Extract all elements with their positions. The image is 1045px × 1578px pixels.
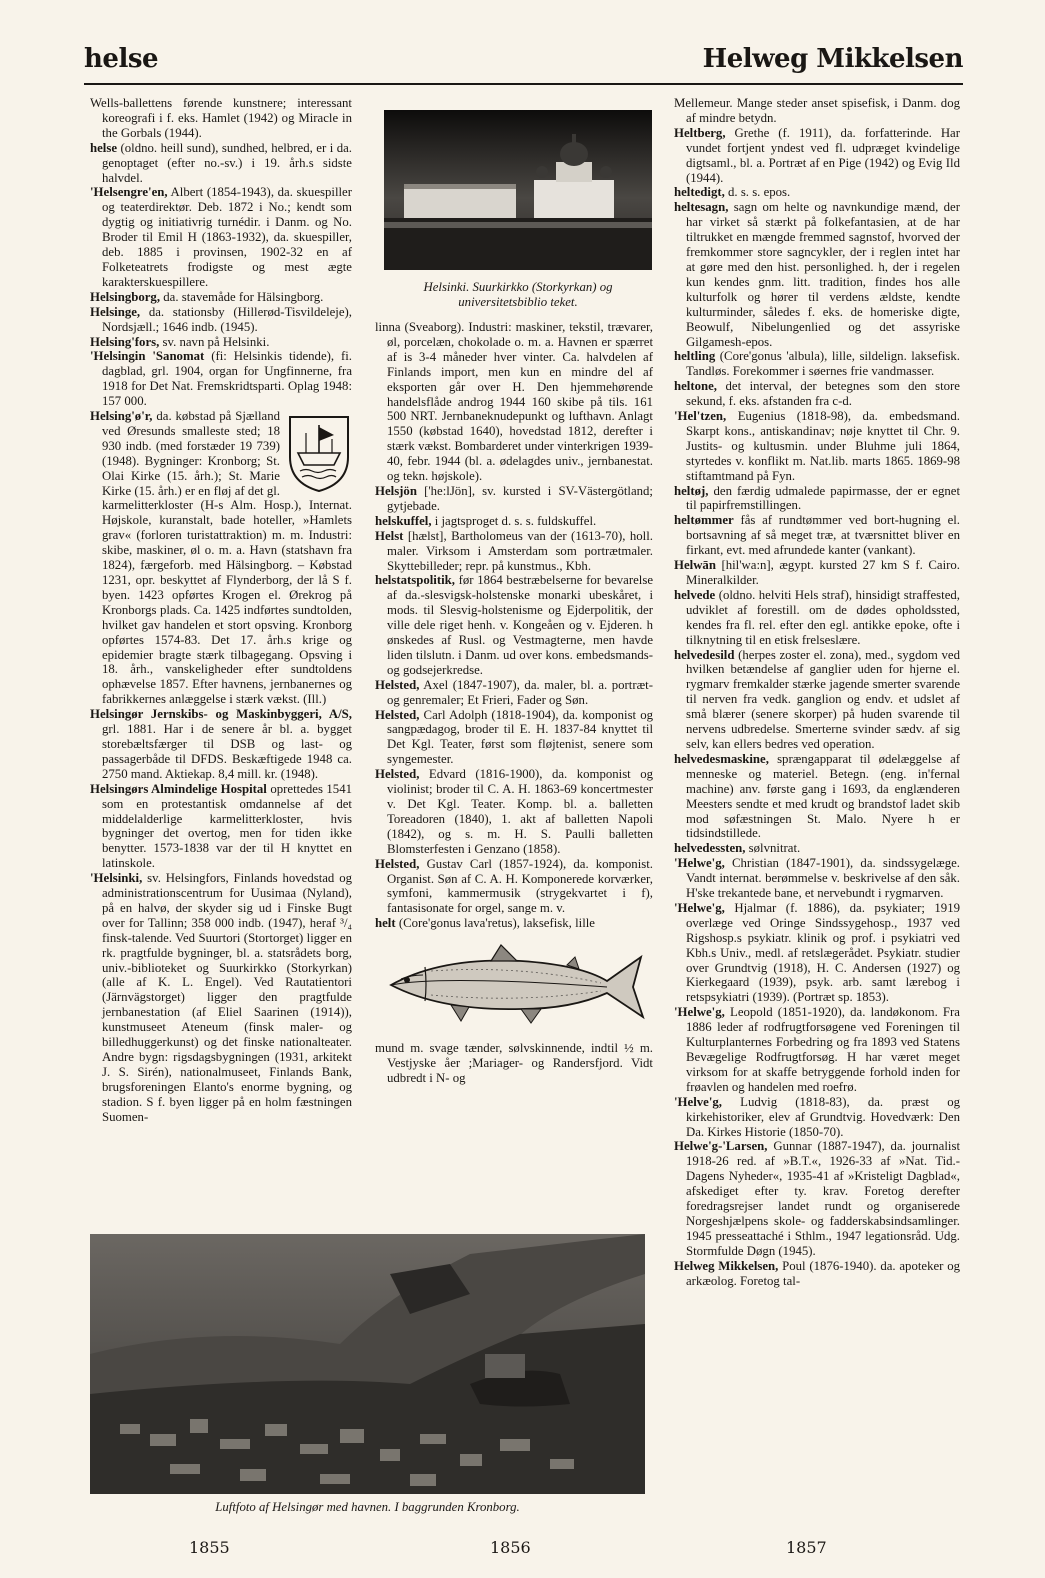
running-head-right: Helweg Mikkelsen — [702, 44, 963, 74]
entry: heltone, det interval, der betegnes som den store sekund, f. eks. afstanden fra c-d. — [674, 379, 960, 409]
entry: helvedesmaskine, sprængapparat til ødelæggelse af menneske og materiel. Betegn. (eng. in'fernal machine) anv. første gang i 1693, da englænderen Meesters sendte et med krudt og brandstof ladet skib mod søfæstningen St. Malo. Nyere h er tidsindstillede. — [674, 751, 961, 841]
caption-helsingor: Luftfoto af Helsingør med havnen. I baggrunden Kronborg. — [215, 1500, 520, 1514]
entry: 'Helsengre'en, Albert (1854-1943), da. skuespiller og teaterdirektør. Deb. 1872 i No.; kendt som dygtig og initiativrig turnédir. i Danm. og No. Broder til Emil H (1863-1932), da. skuespiller, deb. 1885 i provinsen, 1902-32 en af Folketeatrets frodigste og mest ægte karakterskuespillere. — [90, 185, 352, 289]
entry: heltedigt, d. s. s. epos. — [674, 185, 791, 200]
entry: Heltberg, Grethe (f. 1911), da. forfatterinde. Har vundet fortjent yndest ved fl. udpræget kvindelige digtsaml., bl. a. Portræt af en Pige (1942) og Evig Ild (1944). — [674, 125, 960, 185]
entry: helse (oldno. heill sund), sundhed, helbred, er i da. genoptaget (efter no.-sv.) i 19. årh.s sidste halvdel. — [90, 140, 352, 185]
entry: 'Helsinki, sv. Helsingfors, Finlands hovedstad og administrationscentrum for Uusimaa (Nyland), på en halvø, der skyder sig ud i Finske Bugt over for Tallinn; 358 000 indb. (1947), heraf ³/₄ finsk-talende. Ved Suurtori (Stortorget) ligger en rk. pragtfulde bygninger, bl. a. statsrådets borg, univ.-biblioteket og Suurkirkko (Storkyrkan) (alle af K. L. Engel). Ved Rautatientori (Järnvägstorget) ligger den pragtfulde jernbanestation (af Eliel Saarinen (1914)), kunstmuseet Ateneum (finsk maler- og billedhuggerkunst) og det finske nationalteater. Andre bygn: rigsdagsbygningen (1931, arkitekt J. S. Sirén), nationalmuseet, Finlands Bank, brugsforeningen Elanto's enorme bygning, og stadion. S f. byen ligger på en holm fæstningen Suomen- — [90, 871, 352, 1124]
entry: Helsing'fors, sv. navn på Helsinki. — [90, 334, 270, 349]
entry: Helsjön ['he:lJön], sv. kursted i SV-Västergötland; gytjebade. — [375, 483, 653, 513]
entry: 'Hel'tzen, Eugenius (1818-98), da. embedsmand. Skarpt kons., antiskandinav; nøje knyttet til Chr. 9. Justits- og kultusmin. under Bluhme juli 1864, styrtedes v. konflikt m. Nat.lib. marts 1865. 1869-98 stiftamtmand på Fyn. — [674, 409, 960, 483]
entry: heltesagn, sagn om helte og navnkundige mænd, der har virket så stærkt på folkefantasien, at de har tiltrukket en mængde fremmed sagnstof, hvorved der fremkommer store sagncykler, der i reglen intet har at gøre med den hist. personlighed. h, der i regelen kun kendes gnm. litt. tradition, findes hos alle kulturfolk og hører til verdens ældste, kendte kulturminder, således f. eks. de homeriske digte, Beowulf, Nibelungenlied og det assyriske Gilgamesh-epos. — [674, 200, 960, 349]
photo-helsinki-cathedral — [384, 110, 652, 270]
column-2 — [375, 320, 653, 1086]
entry: 'Helwe'g, Christian (1847-1901), da. sindssygelæge. Vandt internat. berømmelse v. beskrivelse af den såk. H'ske trekantede bane, et nervebundt i rygmarven. — [674, 856, 960, 901]
entry: Mellemeur. Mange steder anset spisefisk, i Danm. dog af mindre betydn. — [674, 96, 960, 125]
entry: heltling (Core'gonus 'albula), lille, sildelign. laksefisk. Tandløs. Forekommer i søernes frie vandmasser. — [674, 349, 960, 379]
helsingor-coat-of-arms-icon — [286, 413, 352, 493]
header-rule — [84, 83, 963, 85]
entry: Helsted, Edvard (1816-1900), da. komponist og violinist; broder til C. A. H. 1863-69 koncertmester v. Det Kgl. Teater. Komp. bl. a. balletten Toreadoren (1840), 1. akt af balletten Napoli (1842), og s. m. H. S. Paulli balletten Blomsterfesten i Genzano (1858). — [375, 767, 653, 856]
entry: helt (Core'gonus lava'retus), laksefisk, lille — [375, 916, 595, 931]
entry: helvedessten, sølvnitrat. — [674, 841, 801, 856]
entry: Helsted, Axel (1847-1907), da. maler, bl. a. portræt- og genremaler; Et Frieri, Fader og Søn. — [375, 677, 653, 707]
entry: Helsted, Gustav Carl (1857-1924), da. komponist. Organist. Søn af C. A. H. Komponerede korværker, symfoni, kammermusik (strygekvartet i f), fantasisonate for orgel, sange m. v. — [375, 856, 653, 916]
entry: 'Helwe'g, Leopold (1851-1920), da. landøkonom. Fra 1886 leder af rodfrugtforsøgene ved Foreningen til Kulturplanternes Forbedring og fra 1893 ved Statens Bevægelige Rodfrugtforsøg. H har været meget virksom for at skaffe betryggende forhold inden for frøavlen og handelen med roefrø. — [674, 1005, 960, 1094]
entry: linna (Sveaborg). Industri: maskiner, tekstil, trævarer, øl, porcelæn, chokolade o. m. a. Havnen er spærret af is 3-4 måneder hver vinter. Ca. halvdelen af Finlands import, men kun en mindre del af eksporten går over H. Den hjemmehørende handelsflåde androg 1944 160 skibe på tils. 161 500 NRT. Jernbaneknudepunkt og lufthavn. Anlagt 1550 (købstad 1640), hovedstad 1812, derefter i stærk vækst. Bombarderet under vinterkrigen 1939-40, febr. 1944 (bl. a. ødelagdes univ., jernbanestat. og tekn. højskole). — [375, 320, 653, 484]
column-3 — [674, 96, 960, 1289]
entry: 'Helwe'g, Hjalmar (f. 1886), da. psykiater; 1919 overlæge ved Oringe Sindssygehosp., 1937 ved Rigshosp.s psykiatr. klinik og prof. i psykiatri ved Kbh.s Univ., medl. af retslægerådet. Psykiatr. studier over Grundtvig (1918), H. C. Andersen (1927) og Kierkegaard (1939), psyk. arb. samt lærebog i retspsykiatri (1939). (Portræt sp. 1853). — [674, 900, 960, 1005]
entry: Helsing'ø'r, da. købstad på Sjælland ved Øresunds smalleste sted; 18 930 indb. (med forstæder 19 739) (1948). Bygninger: Kronborg; St. Olai Kirke (15. årh.); St. Marie Kirke (15. årh.) er en fløj af det gl. karmelitterkloster (H-s Alm. Hosp.), Internat. Højskole, kuranstalt, bade hoteller, »Hamlets grav« (forloren turistattraktion) m. m. Industri: skibe, maskiner, øl o. m. a. Havn (statshavn fra 1824), færgeforb. med Hälsingborg. – Købstad 1231, opr. beskyttet af Flynderborg, der lå S f. byen. 1423 opførtes Krogen el. Ørekrog på Kronborgs plads. Ca. 1425 indførtes sundtolden, hvilket gav handelen et stort opsving. Kronborg opførtes 1574-83. Det 17. årh.s krige og epidemier bragte stærk tilbagegang. Opsving i 18. årh., vanskeligheder efter sundtoldens ophævelse 1857. Efter havnens, jernbanernes og fabrikkernes anlæggelse i stærk vækst. (Ill.) — [90, 409, 352, 707]
entry: helvede (oldno. helviti Hels straf), hinsidigt straffested, udviklet af forestill. om de dødes opholdssted, kendes fra fl. rel. efter den egl. antikke epoke, ofte i tilknytning til en etisk frelseslære. — [674, 587, 960, 647]
page-number-right: 1857 — [786, 1538, 827, 1557]
entry: 'Helsingin 'Sanomat (fi: Helsinkis tidende), fi. dagblad, grl. 1904, organ for Ungfinnerne, fra 1918 for Det Nat. Fremskridtsparti. Oplag 1948: 157 000. — [90, 349, 353, 409]
entry: Helsingør Jernskibs- og Maskinbyggeri, A/S, grl. 1881. Har i de senere år bl. a. bygget storebæltsfærger til DSB og last- og passagerbåde til DFDS. Beskæftigede 1948 ca. 2750 mand. Aktiekap. 8,4 mill. kr. (1948). — [90, 707, 352, 781]
entry: helstatspolitik, før 1864 bestræbelserne for bevarelse af da.-slesvigsk-holstenske monarki ubeskåret, i mods. til Slesvig-holstenisme og Ejderpolitik, der ville dele riget henh. v. Kongeåen og v. Ejderen. h ønskedes af Rusl. og Vestmagterne, men havde liden tilslutn. i Danm. ud over kons. embedsmands- og godsejerkredse. — [375, 573, 653, 677]
entry: mund m. svage tænder, sølvskinnende, indtil ½ m. Vestjyske åer ;Mariager- og Randersfjord. Vidt udbredt i N- og — [375, 1041, 653, 1085]
running-head-left: helse — [84, 44, 159, 74]
entry: Helwe'g-'Larsen, Gunnar (1887-1947), da. journalist 1918-26 red. af »B.T.«, 1926-33 af »Nat. Tid.-Dagens Nyheder«, 1935-41 af »Kristeligt Dagblad«, afskediget efter ty. krav. Foretog derefter foredragsrejser landet rundt og organiserede Norgeshjælpens skole- og fadderskabsindsamlinger. 1945 presseattaché i Sthlm., 1947 legationsråd. Udg. Stormfulde Døgn (1945). — [674, 1139, 961, 1258]
column-1 — [90, 96, 352, 1125]
page-number-middle: 1856 — [490, 1538, 531, 1557]
entry: Helsingørs Almindelige Hospital oprettedes 1541 som en protestantisk omdannelse af det middelalderlige karmelitterkloster, hvis bygninger det overtog, men for tiden ikke benytter. 1573-1838 var der til H knyttet en latinskole. — [90, 781, 352, 871]
entry: helskuffel, i jagtsproget d. s. s. fuldskuffel. — [375, 513, 597, 528]
entry: heltømmer fås af rundtømmer ved bort-hugning el. bortsavning af så meget træ, at tværsnittet bliver en firkant, evt. med afrundede kanter (vankant). — [674, 513, 960, 558]
entry: Helst [hælst], Bartholomeus van der (1613-70), holl. maler. Virksom i Amsterdam som portrætmaler. Skyttebilleder; repr. på kunstmus., Kbh. — [375, 528, 653, 573]
entry: Helsingborg, da. stavemåde for Hälsingborg. — [90, 289, 324, 304]
page-number-left: 1855 — [189, 1538, 230, 1557]
entry: helvedesild (herpes zoster el. zona), med., sygdom ved hvilken betændelse af ganglier uden for hjerne el. rygmarv fremkalder stærke jagende smerter svarende til nerven fra vedk. ganglion og endv. et udslet af små blærer (senere skorper) på huden svarende til nervens udbredelse. Smerterne svinder sædv. af sig selv, kan ellers bedres ved operation. — [674, 647, 960, 751]
caption-helsinki: Helsinki. Suurkirkko (Storkyrkan) og universitetsbiblio teket. — [423, 280, 613, 309]
entry: Helweg Mikkelsen, Poul (1876-1940). da. apoteker og arkæolog. Foretog tal- — [674, 1258, 960, 1288]
entry: heltøj, den færdig udmalede papirmasse, der er egnet til papirfremstillingen. — [674, 483, 961, 513]
entry: 'Helve'g, Ludvig (1818-83), da. præst og kirkehistoriker, elev af Grundtvig. Hovedværk: Den Da. Kirkes Historie (1850-70). — [674, 1094, 960, 1139]
entry: Helsted, Carl Adolph (1818-1904), da. komponist og sangpædagog, broder til E. H. 1837-84 knyttet til Det Kgl. Teater, først som fløjtenist, senere som syngemester. — [375, 707, 653, 767]
photo-helsingor-aerial — [90, 1234, 645, 1494]
entry: Helsinge, da. stationsby (Hillerød-Tisvildeleje), Nordsjæll.; 1646 indb. (1945). — [90, 304, 352, 334]
entry: Helwān [hil'wa:n], ægypt. kursted 27 km S f. Cairo. Mineralkilder. — [674, 558, 960, 587]
whitefish-illustration-icon — [371, 935, 649, 1035]
entry: Wells-ballettens førende kunstnere; interessant koreografi i f. eks. Hamlet (1942) og Miracle in the Gorbals (1944). — [90, 96, 352, 140]
